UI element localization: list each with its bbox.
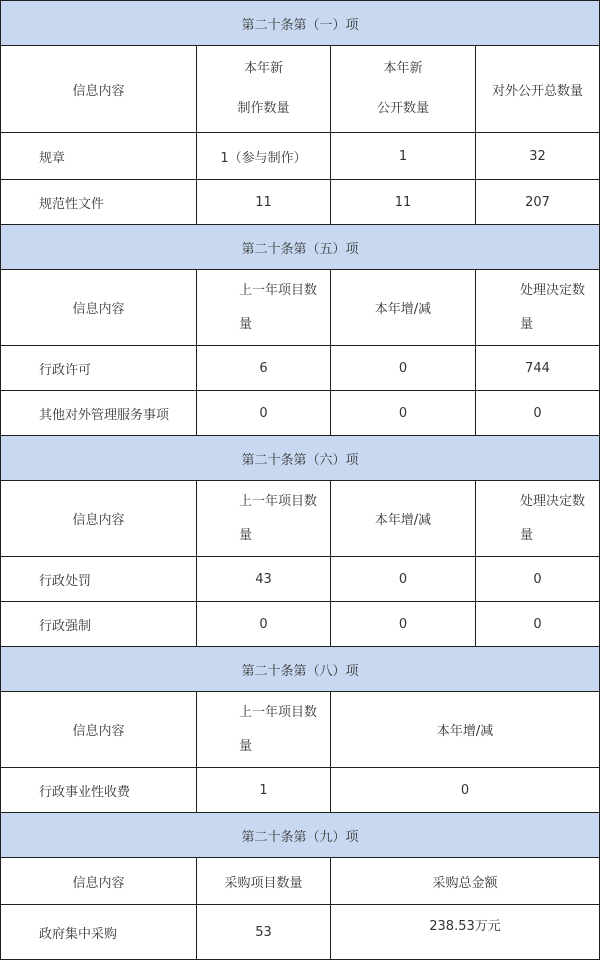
cell-value: 0	[197, 602, 331, 647]
header-text: 量	[239, 527, 253, 543]
table-row	[1, 346, 600, 391]
cell-value: 43	[197, 557, 331, 602]
header-total-published: 对外公开总数量	[476, 46, 600, 133]
header-text: 上一年项目数	[239, 282, 318, 298]
header-text: 处理决定数	[520, 282, 586, 298]
cell-value: 0	[476, 602, 600, 647]
header-change: 本年增/减	[331, 692, 600, 768]
cell-value: 0	[331, 391, 476, 436]
row-label: 其他对外管理服务事项	[1, 391, 197, 436]
header-change: 本年增/减	[331, 481, 476, 557]
header-text: 本年新	[243, 61, 283, 76]
header-info-content: 信息内容	[1, 481, 197, 557]
cell-value: 1	[331, 133, 476, 180]
cell-value: 0	[197, 391, 331, 436]
row-label: 行政许可	[1, 346, 197, 391]
header-info-content: 信息内容	[1, 270, 197, 346]
header-decision-count	[476, 270, 600, 346]
row-label: 规章	[1, 133, 197, 180]
cell-value: 32	[476, 133, 600, 180]
section-title-8: 第二十条第（八）项	[1, 647, 600, 692]
header-text: 制作数量	[237, 101, 290, 116]
section-title-6: 第二十条第（六）项	[1, 436, 600, 481]
cell-value: 53	[197, 905, 331, 960]
cell-value: 0	[476, 557, 600, 602]
header-purchase-count: 采购项目数量	[197, 858, 331, 905]
cell-value: 744	[476, 346, 600, 391]
cell-value: 0	[331, 557, 476, 602]
section-title-5: 第二十条第（五）项	[1, 225, 600, 270]
row-label: 行政事业性收费	[1, 768, 197, 813]
header-decision-count	[476, 481, 600, 557]
table-row	[1, 557, 600, 602]
header-prev-year-count	[197, 270, 331, 346]
header-new-published	[331, 46, 476, 133]
row-label: 规范性文件	[1, 180, 197, 225]
cell-value: 0	[331, 346, 476, 391]
header-text: 量	[239, 738, 253, 754]
table-row	[1, 391, 600, 436]
section-title-9: 第二十条第（九）项	[1, 813, 600, 858]
cell-value: 1	[197, 768, 331, 813]
table-row	[1, 768, 600, 813]
section-title-1: 第二十条第（一）项	[1, 1, 600, 46]
header-text: 上一年项目数	[239, 493, 318, 509]
cell-value: 11	[197, 180, 331, 225]
header-text: 量	[520, 316, 534, 332]
row-label: 行政处罚	[1, 557, 197, 602]
header-prev-year-count	[197, 692, 331, 768]
header-text: 处理决定数	[520, 493, 586, 509]
cell-value: 238.53万元	[331, 905, 600, 960]
header-prev-year-count	[197, 481, 331, 557]
header-purchase-amount: 采购总金额	[331, 858, 600, 905]
table-row	[1, 602, 600, 647]
header-info-content: 信息内容	[1, 692, 197, 768]
header-info-content: 信息内容	[1, 46, 197, 133]
cell-value: 0	[476, 391, 600, 436]
cell-value: 11	[331, 180, 476, 225]
header-text: 量	[520, 527, 534, 543]
cell-value: 207	[476, 180, 600, 225]
header-new-made	[197, 46, 331, 133]
header-text: 公开数量	[376, 101, 429, 116]
header-text: 本年新	[383, 61, 423, 76]
table-row	[1, 133, 600, 180]
cell-value: 0	[331, 602, 476, 647]
row-label: 行政强制	[1, 602, 197, 647]
row-label: 政府集中采购	[1, 905, 197, 960]
table-row	[1, 905, 600, 960]
header-change: 本年增/减	[331, 270, 476, 346]
header-text: 上一年项目数	[239, 704, 318, 720]
cell-value: 1（参与制作）	[197, 133, 331, 180]
cell-value: 0	[331, 768, 600, 813]
header-info-content: 信息内容	[1, 858, 197, 905]
table-row	[1, 180, 600, 225]
header-text: 量	[239, 316, 253, 332]
cell-value: 6	[197, 346, 331, 391]
